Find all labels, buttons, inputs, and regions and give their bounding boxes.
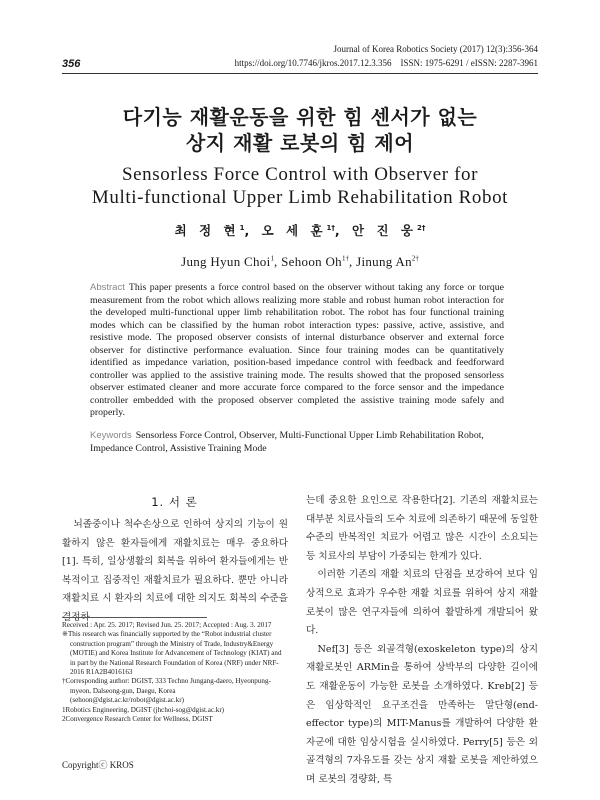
footnotes (62, 621, 288, 724)
keywords (90, 430, 504, 455)
korean-title-line2: 상지 재활 로봇의 힘 제어 (185, 131, 415, 155)
author-kr-3-mark: 2† (416, 223, 426, 232)
footnote-rule (62, 617, 207, 618)
keywords-label: Keywords (90, 430, 132, 441)
right-column (306, 492, 538, 790)
english-title (62, 163, 538, 209)
section-heading: 1. 서 론 (151, 495, 198, 509)
issn: ISSN: 1975-6291 / eISSN: 2287-3961 (400, 58, 538, 68)
english-title-line1: Sensorless Force Control with Observer for (121, 164, 479, 185)
abstract-label: Abstract (90, 282, 125, 293)
keywords-text: Sensorless Force Control, Observer, Multi-Functional Upper Limb Rehabilitation Robot, Impedance Control, Assistive Training Mode (90, 430, 484, 454)
author-en-1: Jung Hyun Choi (181, 254, 271, 269)
korean-authors: 최 정 현$^1$, 오 세 훈$^{1\dagger}$, 안 진 웅$^{2\dagger}$ (174, 223, 426, 238)
author-en-1-mark: 1 (270, 254, 275, 263)
author-en-3: Jinung An (356, 254, 412, 269)
author-en-3-mark: 2† (411, 254, 419, 263)
journal-citation: Journal of Korea Robotics Society (2017) 12(3):356-364 (333, 44, 538, 54)
english-authors: Jung Hyun Choi$^1$, Sehoon $Oh^{1\dagger}$, Jinung $An^{2\dagger}$ (181, 254, 419, 269)
doi-issn-line (235, 58, 538, 68)
copyright: Copyrightⓒ KROS (62, 760, 134, 770)
intro-paragraph-1: 뇌졸중이나 척수손상으로 인하여 상지의 기능이 원활하지 않은 환자들에게 재활치료는 매우 중요하다[1]. 특히, 일상생활의 회복을 위하여 환자들에게는 반복적이고 집중적인 재활치료가 필요하다. 뿐만 아니라 재활치료 시 환자의 치료에 대한 의지도 회복의 수준을 결정하 (62, 519, 288, 623)
english-title-line2: Multi-functional Upper Limb Rehabilitation Robot (91, 187, 509, 208)
footnote-affiliation-2: 2Convergence Research Center for Wellness, DGIST (62, 715, 213, 724)
footnote-corresponding: †Corresponding author: DGIST, 333 Techno Jungang-daero, Hyeonpung-myeon, Dalseong-gun, Daegu, Korea (sehoon@dgist.ac.kr/robot@dgist.ac.kr) (62, 677, 271, 705)
author-kr-3: 안 진 웅 (352, 223, 417, 238)
footnote-support: ※This research was financially supported by the “Robot industrial cluster construction program” through the Ministry of Trade, Industry&Energy (MOTIE) and Korea Institute for Advancement of Technology (KIAT) and in part by the National Research Foundation of Korea (NRF) under NRF-2016 R1A2B4016163 (62, 630, 282, 677)
author-en-2: Sehoon Oh (281, 254, 342, 269)
korean-title (62, 104, 538, 156)
abstract-text: This paper presents a force control based on the observer without taking any force or torque measurement from the robot which allows realizing more stable and robust human robot interaction for the developed multi-functional upper limb rehabilitation robot. The robot has four functional training modes which can be classified by the human robot interaction types: passive, active, assistive, and resistive mode. The proposed observer consists of internal disturbance observer and external force observer for distinctive performance evaluation. Since four training modes can be quantitatively identified as impedance variation, position-based impedance control with feedback and feedforward controller was applied to the assistive training mode. The results showed that the proposed sensorless observer estimated cleaner and more accurate force compared to the force sensor and the impedance controller embedded with the proposed observer completed the assistive training mode safely and properly. (90, 282, 504, 418)
footnote-received: Received : Apr. 25. 2017; Revised Jun. 25. 2017; Accepted : Aug. 3. 2017 (62, 621, 272, 629)
doi-link[interactable]: https://doi.org/10.7746/jkros.2017.12.3.356 (234, 58, 392, 68)
page-number: 356 (62, 58, 81, 70)
author-kr-1: 최 정 현 (174, 223, 240, 238)
author-kr-1-mark: 1 (239, 223, 245, 232)
header-rule (62, 73, 538, 74)
author-kr-2-mark: 1† (326, 223, 335, 232)
left-column (62, 516, 288, 628)
intro-paragraph-1-cont: 는데 중요한 요인으로 작용한다[2]. 기존의 재활치료는 대부분 치료사들의 도수 치료에 의존하기 때문에 동일한 수준의 반복적인 치료가 어렵고 많은 시간이 소요되는 등 치료사의 부담이 가중되는 한계가 있다. (306, 495, 538, 562)
intro-paragraph-3: Nef[3] 등은 외골격형(exoskeleton type)의 상지 재활로봇인 ARMin을 통하여 상박부의 다양한 길이에도 재활운동이 가능한 로봇을 소개하였다. Kreb[2] 등은 임상학적인 요구조건을 만족하는 말단형(end-effector type)의 MIT-Manus를 개발하여 다양한 환자군에 대한 임상시험을 실시하였다. Perry[5] 등은 외골격형의 7자유도를 갖는 상지 재활 로봇을 제안하였으며 로봇의 경량화, 특 (306, 643, 538, 785)
author-kr-2: 오 세 훈 (261, 223, 327, 238)
abstract (90, 282, 504, 420)
author-en-2-mark: 1† (341, 254, 349, 263)
korean-title-line1: 다기능 재활운동을 위한 힘 센서가 없는 (122, 105, 478, 129)
intro-paragraph-2: 이러한 기존의 재활 치료의 단점을 보강하여 보다 임상적으로 효과가 우수한 재활 치료를 위하여 상지 재활 로봇이 많은 연구자들에 의하여 활발하게 개발되어 왔다. (306, 569, 538, 637)
footnote-affiliation-1: 1Robotics Engineering, DGIST (jhchoi-sog@dgist.ac.kr) (62, 705, 225, 714)
